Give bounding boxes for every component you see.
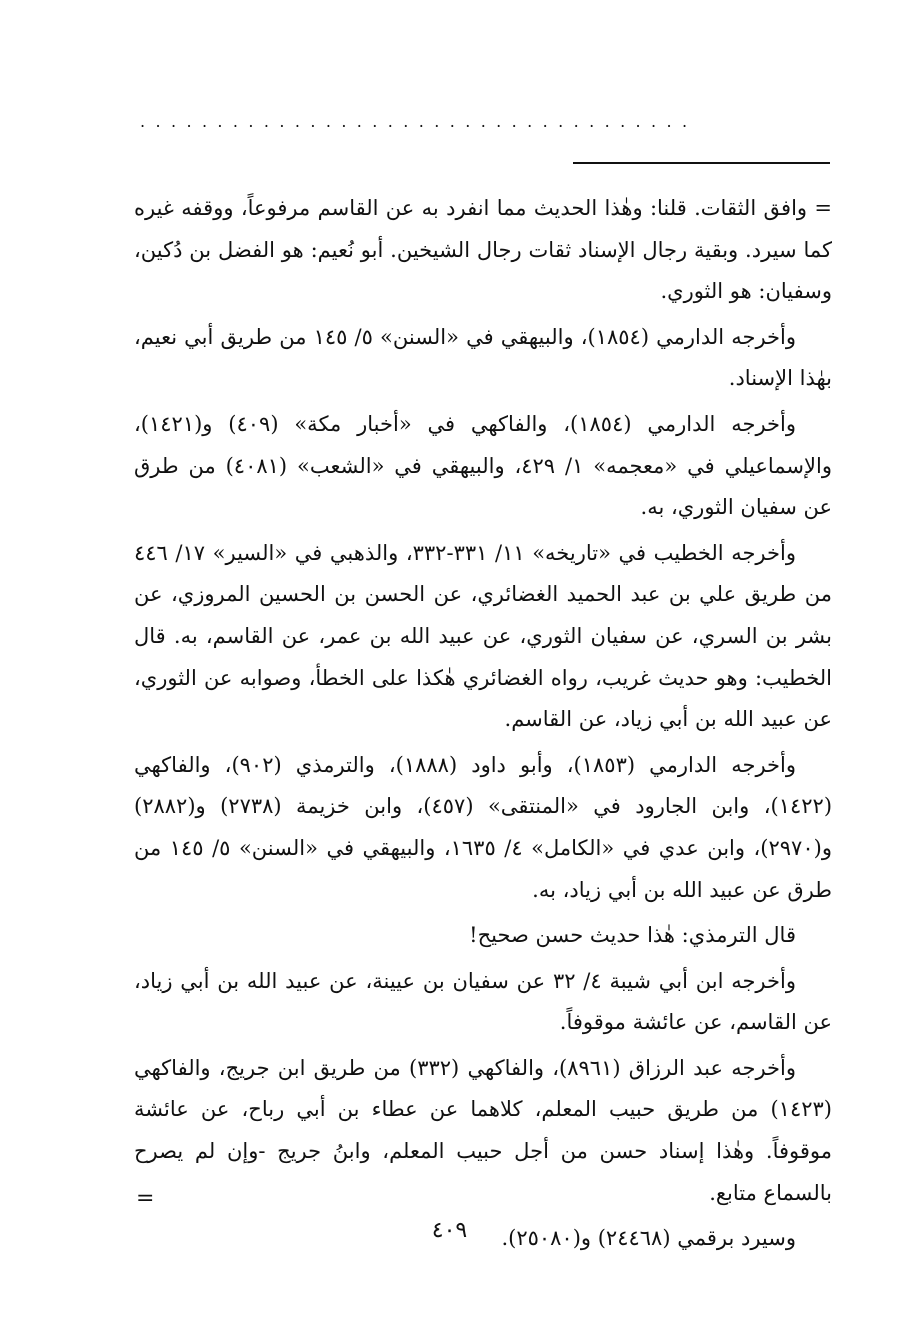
footnote-paragraph: وأخرجه الدارمي (١٨٥٤)، والبيهقي في «السنن» ٥/ ١٤٥ من طريق أبي نعيم، بهٰذا الإسناد.: [134, 324, 832, 391]
continuation-mark: =: [136, 1186, 155, 1211]
footnote-paragraph: وسيرد برقمي (٢٤٤٦٨) و(٢٥٠٨٠).: [501, 1226, 796, 1251]
footnote-paragraph: وأخرجه الخطيب في «تاريخه» ١١/ ٣٣١-٣٣٢، والذهبي في «السير» ١٧/ ٤٤٦ من طريق علي بن عبد الحميد الغضائري، عن الحسن بن الحسين المروزي، عن بشر بن السري، عن سفيان الثوري، عن عبيد الله بن عمر، عن القاسم، به. قال الخطيب: وهو حديث غريب، رواه الغضائري هٰكذا على الخطأ، وصوابه عن الثوري، عن عبيد الله بن أبي زياد، عن القاسم.: [134, 540, 832, 732]
footnote-paragraph: وأخرجه الدارمي (١٨٥٣)، وأبو داود (١٨٨٨)، والترمذي (٩٠٢)، والفاكهي (١٤٢٢)، وابن الجارود في «المنتقى» (٤٥٧)، وابن خزيمة (٢٧٣٨) و(٢٨٨٢) و(٢٩٧٠)، وابن عدي في «الكامل» ٤/ ١٦٣٥، والبيهقي في «السنن» ٥/ ١٤٥ من طرق عن عبيد الله بن أبي زياد، به.: [134, 752, 833, 902]
footnote-paragraph: = وافق الثقات. قلنا: وهٰذا الحديث مما انفرد به عن القاسم مرفوعاً، ووقفه غيره كما سيرد. وبقية رجال الإسناد ثقات رجال الشيخين. أبو نُعيم: هو الفضل بن دُكين، وسفيان: هو الثوري.: [134, 196, 832, 304]
footnote-paragraph: وأخرجه عبد الرزاق (٨٩٦١)، والفاكهي (٣٣٢) من طريق ابن جريج، والفاكهي (١٤٢٣) من طريق حبيب المعلم، كلاهما عن عطاء بن أبي رباح، عن عائشة موقوفاً. وهٰذا إسناد حسن من أجل حبيب المعلم، وابنُ جريج -وإن لم يصرح بالسماع متابع.: [134, 1055, 832, 1205]
footnote-paragraph: وأخرجه الدارمي (١٨٥٤)، والفاكهي في «أخبار مكة» (٤٠٩) و(١٤٢١)، والإسماعيلي في «معجمه» ١/ ٤٢٩، والبيهقي في «الشعب» (٤٠٨١) من طرق عن سفيان الثوري، به.: [134, 411, 832, 520]
footnote-paragraph: قال الترمذي: هٰذا حديث حسن صحيح!: [469, 923, 796, 948]
page-number: ٤٠٩: [431, 1218, 468, 1243]
footnote-body: [134, 188, 832, 1264]
footnote-separator: [573, 162, 830, 164]
footnote-paragraph: وأخرجه ابن أبي شيبة ٤/ ٣٢ عن سفيان بن عيينة، عن عبيد الله بن أبي زياد، عن القاسم، عن عائشة موقوفاً.: [134, 968, 832, 1035]
header-dotted-line: ....................................: [140, 112, 698, 131]
